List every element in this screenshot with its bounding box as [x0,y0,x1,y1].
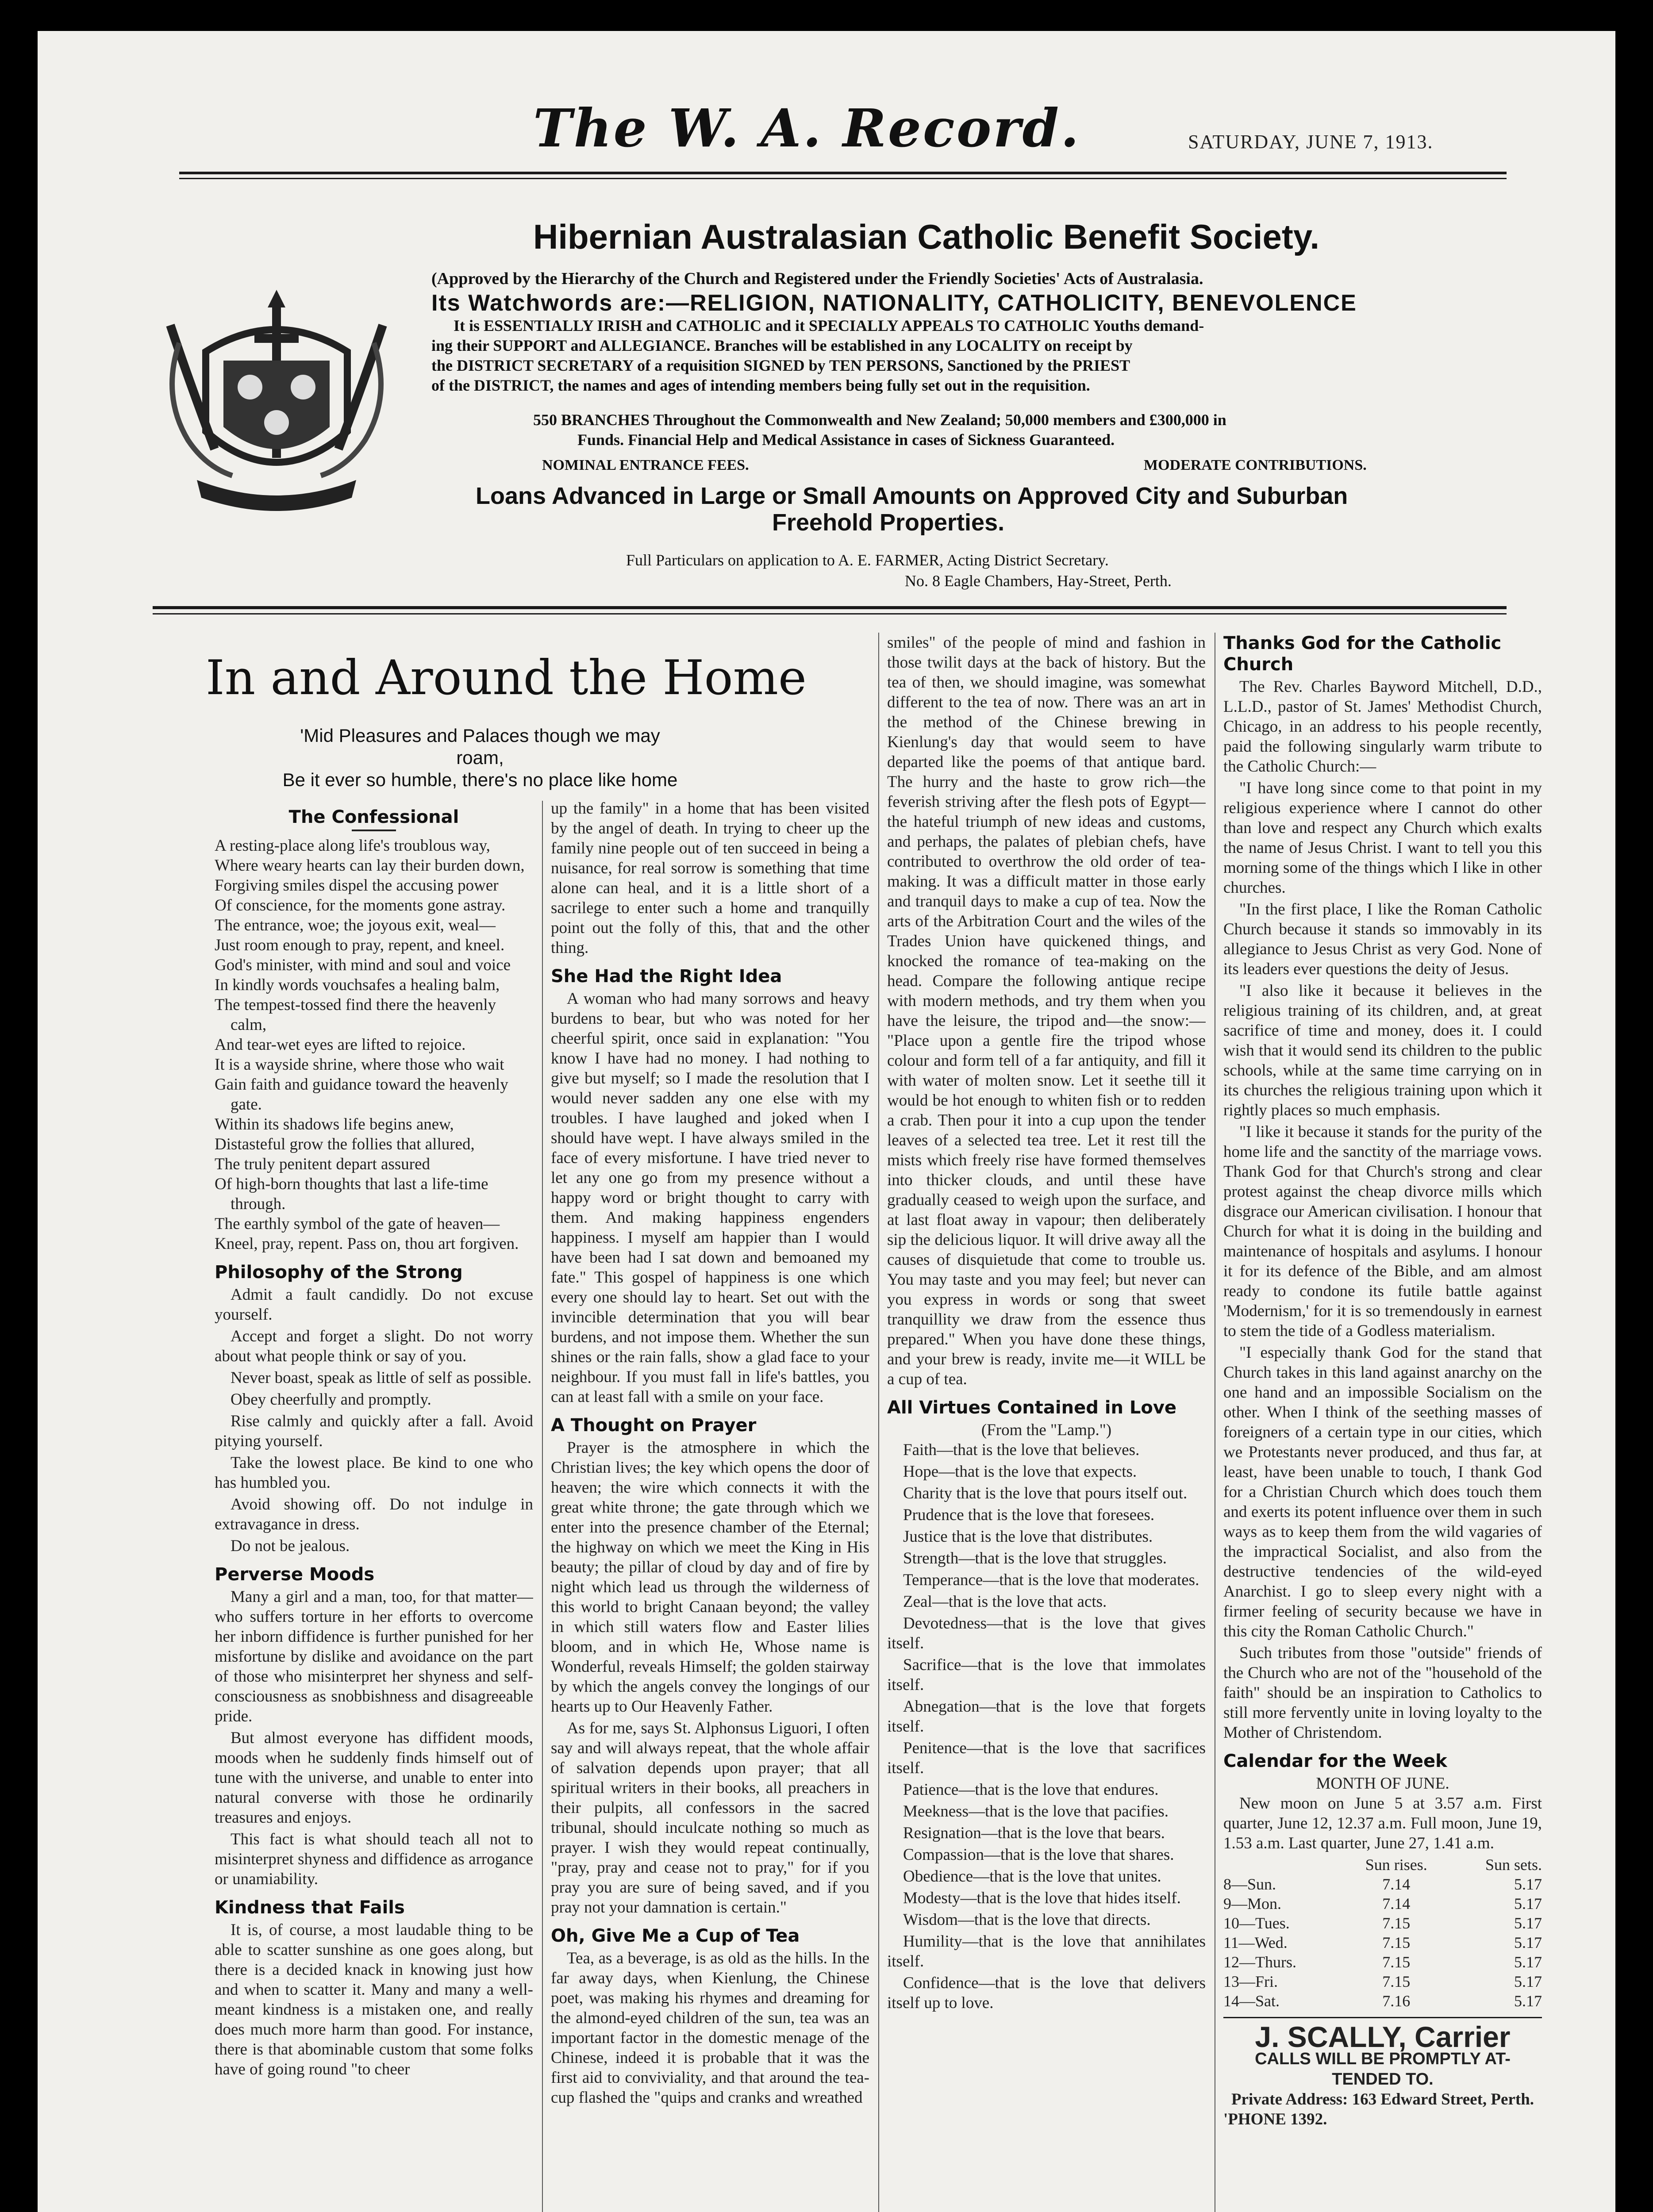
paragraph: Such tributes from those "outside" friends of the Church who are not of the "household of the faith" should be an inspiration to Catholics to still more fervently unite in loving loyalty to the Mother of Christendom. [1223,1644,1542,1742]
poem-line: And tear-wet eyes are lifted to rejoice. [215,1036,466,1054]
calendar-cell-set: 5.17 [1514,1934,1542,1951]
section-title: Oh, Give Me a Cup of Tea [551,1926,800,1946]
calendar-body [1223,1874,1542,2011]
paragraph: "I also like it because it believes in the religious training of its children, and, at great sacrifice of time and money, does it. I could wish that it would send its children to the public schools, while at the same time carrying on in its churches the religious training upon which it rightly places so much emphasis. [1223,982,1542,1119]
calendar-cell-rise: 7.16 [1382,1992,1411,2010]
calendar-row [1223,1991,1542,2011]
virtue-item: Wisdom—that is the love that directs. [903,1911,1151,1929]
calendar-cell-rise: 7.15 [1382,1953,1411,1971]
paragraph: Many a girl and a man, too, for that matter—who suffers torture in her efforts to overcome her inborn diffidence is further punished for her misfortune by dislike and avoidance on the part of those who misinterpret her shyness and self-consciousness as snobbishness and disagreeable pride. [215,1588,533,1725]
poem-line: Distasteful grow the follies that allured, [215,1135,475,1153]
society-loans-line: Freehold Properties. [772,509,1005,536]
philosophy-item: Take the lowest place. Be kind to one who has humbled you. [215,1454,533,1492]
philosophy-item: Avoid showing off. Do not indulge in extravagance in dress. [215,1495,533,1533]
masthead-date: SATURDAY, JUNE 7, 1913. [1188,131,1434,153]
section-title: Kindness that Fails [215,1897,405,1918]
section-title: All Virtues Contained in Love [887,1398,1177,1418]
carrier-phone: 'PHONE 1392. [1223,2110,1327,2128]
calendar-cell-day: 11—Wed. [1223,1934,1288,1951]
section-rule [352,830,396,831]
virtue-item: Prudence that is the love that foresees. [903,1506,1155,1524]
poem-line: Just room enough to pray, repent, and kneel. [215,936,505,954]
poem-line: God's minister, with mind and soul and voice [215,956,511,974]
paragraph: Tea, as a beverage, is as old as the hills. In the far away days, when Kienlung, the Chinese poet, was making his rhymes and dreaming for the almond-eyed children of the sun, tea was an important factor in the domestic menage of the Chinese, indeed it is probable that it was the first aid to conviviality, and that around the tea-cup flashed the "quips and cranks and wreathed [551,1949,869,2107]
virtue-item: Compassion—that is the love that shares. [903,1846,1174,1864]
column-2 [551,799,869,2212]
virtue-item: Temperance—that is the love that moderates. [903,1571,1199,1589]
paragraph: But almost everyone has diffident moods, moods when he suddenly finds himself out of tune with the universe, and unable to enter into natural converse with those he ordinarily treasures and enjoys. [215,1729,533,1827]
carrier-rule [1223,2017,1542,2018]
feature-subhead [277,725,684,791]
paragraph: up the family" in a home that has been visited by the angel of death. In trying to cheer up the family nine people out of ten succeed in being a nuisance, for real sorrow is something that time alone can heal, and it is a little short of a sacrilege to enter such a home and tranquilly point out the folly of this, that and the other thing. [551,799,869,957]
calendar-row [1223,1933,1542,1952]
society-moderate-contributions: MODERATE CONTRIBUTIONS. [1144,457,1367,473]
poem-line: It is a wayside shrine, where those who wait [215,1056,504,1074]
newspaper-page [38,31,1615,2212]
society-text-line: ing their SUPPORT and ALLEGIANCE. Branches will be established in any LOCALITY on receipt by [431,337,1133,354]
calendar-cell-day: 9—Mon. [1223,1895,1282,1912]
virtues-list [887,1440,1206,2013]
column-separator [542,801,543,2212]
society-loans-line: Loans Advanced in Large or Small Amounts on Approved City and Suburban [476,483,1348,509]
feature-subhead-line: Be it ever so humble, there's no place like home [282,769,678,790]
virtue-item: Penitence—that is the love that sacrifices itself. [887,1739,1206,1777]
poem-line: Forgiving smiles dispel the accusing power [215,876,499,895]
paragraph: As for me, says St. Alphonsus Liguori, I often say and will always repeat, that the whole affair of salvation depends upon prayer; that all spiritual writers in their books, all preachers in their pulpits, all confessors in the sacred tribunal, should inculcate nothing so much as prayer. I wish they would repeat continually, "pray, pray and cease not to pray," for if you pray you are sure of being saved, and if you pray not your damnation is certain." [551,1719,869,1916]
calendar-cell-set: 5.17 [1514,1895,1542,1912]
masthead-rule-thin [179,178,1507,179]
virtue-item: Zeal—that is the love that acts. [903,1593,1107,1611]
paragraph: A woman who had many sorrows and heavy burdens to bear, but who was noted for her cheerful spirit, once said in explanation: "You know I have had no money. I had nothing to give but myself; so I made the resolution that I would never sadden any one else with my troubles. I have laughed and joked when I should have wept. I have always smiled in the face of every misfortune. I have tried never to let any one go from my presence without a happy word or bright thought to carry with them. And making happiness engenders happiness. I myself am happier than I would have been had I sat down and bemoaned my fate." This gospel of happiness is one which every one should lay to heart. Set out with the invincible determination that you will bear burdens, and not impose them. Whether the sun shines or the rain falls, show a glad face to your neighbour. If you must fall in life's battles, you can at least fall with a smile on your face. [551,990,869,1406]
society-heading: Hibernian Australasian Catholic Benefit Society. [533,217,1320,256]
feature-headline: In and Around the Home [206,650,807,706]
paragraph: smiles" of the people of mind and fashion in those twilit days at the back of history. But the tea of then, we should imagine, was somewhat different to the tea of now. There was an art in the method of the Chinese brewing in Kienlung's day that would seem to have departed like the poems of that antique bard. The hurry and the haste to grow rich—the feverish striving after the flesh pots of Egypt—the hateful triumph of new ideas and customs, and perhaps, the palates of plebian chefs, have contributed to overthrow the old order of tea-making. It was a difficult matter in those early and tranquil days to make a cup of tea. Now the arts of the Arbitration Court and the wiles of the Trades Union have quickened things, and knocked the romance of tea-making on the head. Compare the following antique recipe with modern methods, and try them when you have the leisure, the tripod and—the snow:— "Place upon a gentle fire the tripod whose colour and form tell of a far antiquity, and fill it with water of molten snow. Let it seethe till it would be hot enough to whiten fish or to redden a crab. Then pour it into a cup upon the tender leaves of a selected tea tree. Let it rest till the mists which freely rise have formed themselves into thicker clouds, and until these have gradually ceased to weigh upon the surface, and at last float away in vapour; then deliberately sip the delicious liquor. It will drive away all the causes of disquietude that come to trouble us. You may taste and you may feel; but never can you express in words or song that sweet tranquillity we draw from the essence thus prepared." When you have done these things, and your brew is ready, invite me—it WILL be a cup of tea. [887,634,1206,1388]
virtue-item: Resignation—that is the love that bears. [903,1824,1165,1842]
calendar-header-day [1223,1855,1345,1874]
paragraph: "I especially thank God for the stand that Church takes in this land against anarchy on the one hand and an impossible Socialism on the other. When I think of the seething masses of foreigners of a certain type in our cities, which we Protestants never produced, and thus far, at least, have been unable to touch, I thank God for a Christian Church which does touch them and exerts its potent influence over them in such ways as to keep them from the wild vagaries of the impractical Socialist, and also from the destructive tendencies of the wild-eyed Anarchist. I go to sleep every night with a firmer feeling of security because we have in this city the Roman Catholic Church." [1223,1344,1542,1640]
calendar-cell-rise: 7.15 [1382,1934,1411,1951]
section-title: Philosophy of the Strong [215,1262,463,1283]
philosophy-item: Admit a fault candidly. Do not excuse yourself. [215,1286,533,1324]
calendar-cell-set: 5.17 [1514,1953,1542,1971]
calendar-cell-day: 14—Sat. [1223,1992,1280,2010]
poem-line: A resting-place along life's troublous way, [215,837,490,855]
poem-line: Kneel, pray, repent. Pass on, thou art forgiven. [215,1235,519,1253]
calendar-month: MONTH OF JUNE. [1316,1774,1449,1793]
society-address: No. 8 Eagle Chambers, Hay-Street, Perth. [905,572,1172,590]
philosophy-item: Rise calmly and quickly after a fall. Avoid pitying yourself. [215,1412,533,1450]
poem-line: The truly penitent depart assured [215,1155,430,1173]
confessional-poem [215,836,533,1254]
virtue-item: Humility—that is the love that annihilates itself. [887,1932,1206,1970]
section-title: Perverse Moods [215,1564,375,1585]
society-watchwords: Its Watchwords are:—RELIGION, NATIONALITY, CATHOLICITY, BENEVOLENCE [431,290,1357,316]
poem-line: Where weary hearts can lay their burden down, [215,856,525,875]
section-title: Calendar for the Week [1223,1751,1447,1771]
section-title: The Confessional [288,807,459,827]
virtue-item: Devotedness—that is the love that gives itself. [887,1614,1206,1652]
poem-line: Within its shadows life begins anew, [215,1115,454,1133]
calendar-cell-day: 8—Sun. [1223,1875,1276,1893]
column-4 [1223,633,1542,2212]
virtue-item: Obedience—that is the love that unites. [903,1867,1161,1886]
philosophy-item: Do not be jealous. [231,1537,350,1555]
virtue-item: Hope—that is the love that expects. [903,1463,1137,1481]
section-title: A Thought on Prayer [551,1415,757,1436]
virtue-item: Strength—that is the love that struggles. [903,1549,1167,1567]
virtue-item: Charity that is the love that pours itself out. [903,1484,1188,1502]
society-nominal-fees: NOMINAL ENTRANCE FEES. [542,457,749,473]
society-text-line: It is ESSENTIALLY IRISH and CATHOLIC and it SPECIALLY APPEALS TO CATHOLIC Youths demand- [454,317,1204,334]
carrier-call: TENDED TO. [1332,2070,1434,2089]
virtue-item: Abnegation—that is the love that forgets itself. [887,1697,1206,1736]
poem-line: In kindly words vouchsafes a healing balm, [215,976,500,994]
paragraph: Prayer is the atmosphere in which the Christian lives; the key which opens the door of heaven; the wire which connects it with the great white throne; the gate through which we enter into the presence chamber of the Eternal; the highway on which we meet the King in His beauty; the pillar of cloud by day and of fire by night which lead us through the wilderness of this world to bright Canaan beyond; the valley in which still waters flow and Easter lilies bloom, and in which He, Whose name is Wonderful, reveals Himself; the golden stairway by which the angels convey the longings of our hearts up to Our Heavenly Father. [551,1439,869,1716]
philosophy-item: Obey cheerfully and promptly. [231,1390,431,1409]
virtue-item: Justice that is the love that distributes. [903,1528,1153,1546]
calendar-cell-set: 5.17 [1514,1875,1542,1893]
section-rule-thin [153,613,1507,614]
calendar-header-set: Sun sets. [1485,1856,1542,1874]
paragraph: "In the first place, I like the Roman Catholic Church because it stands so immovably in its allegiance to Jesus Christ as very God. None of its leaders ever questions the deity of Jesus. [1223,900,1542,978]
virtue-item: Faith—that is the love that believes. [903,1441,1140,1459]
section-title: Thanks God for the Catholic Church [1223,633,1502,675]
calendar-cell-rise: 7.14 [1382,1875,1411,1893]
paragraph: It is, of course, a most laudable thing to be able to scatter sunshine as one goes along, but there is a decided knack in knowing just how and when to scatter it. Many and many a well-meant kindness is a mistaken one, and really does much more harm than good. For instance, there is that abominable custom that some folks have of going round "to cheer [215,1921,533,2078]
calendar-row [1223,1894,1542,1913]
virtue-item: Meekness—that is the love that pacifies. [903,1802,1169,1820]
poem-line: Of high-born thoughts that last a life-time through. [215,1175,488,1213]
society-text-line: the DISTRICT SECRETARY of a requisition SIGNED by TEN PERSONS, Sanctioned by the PRIEST [431,357,1130,374]
virtues-source: (From the "Lamp.") [981,1421,1112,1439]
poem-line: The entrance, woe; the joyous exit, weal— [215,916,496,934]
column-3 [887,633,1206,2212]
philosophy-list [215,1285,533,1556]
poem-line: Of conscience, for the moments gone astray. [215,896,506,914]
society-emblem-icon [153,272,400,520]
feature-subhead-line: 'Mid Pleasures and Palaces though we may roam, [300,725,660,768]
society-text-line: of the DISTRICT, the names and ages of intending members being fully set out in the requisition. [431,376,1090,394]
paragraph: The Rev. Charles Bayword Mitchell, D.D., L.L.D., pastor of St. James' Methodist Church, Chicago, in an address to his people recently, paid the following singularly warm tribute to the Catholic Church:— [1223,678,1542,776]
calendar-cell-day: 13—Fri. [1223,1973,1278,1990]
column-1 [215,799,533,2212]
calendar-cell-day: 10—Tues. [1223,1914,1290,1932]
virtue-item: Confidence—that is the love that delivers itself up to love. [887,1974,1206,2012]
calendar-cell-day: 12—Thurs. [1223,1953,1296,1971]
virtue-item: Patience—that is the love that endures. [903,1781,1159,1799]
virtue-item: Modesty—that is the love that hides itself. [903,1889,1181,1907]
calendar-table [1223,1855,1542,2011]
calendar-cell-set: 5.17 [1514,1992,1542,2010]
philosophy-item: Never boast, speak as little of self as possible. [231,1369,532,1387]
society-approved-line: (Approved by the Hierarchy of the Church and Registered under the Friendly Societies' Acts of Australasia. [431,269,1203,288]
masthead-title: The W. A. Record. [533,97,1081,159]
calendar-row [1223,1913,1542,1933]
calendar-row [1223,1972,1542,1991]
paragraph: "I have long since come to that point in my religious experience where I cannot do other than love and respect any Church which exalts the name of Jesus Christ. I want to tell you this morning some of the things which I like in other churches. [1223,779,1542,897]
calendar-row [1223,1874,1542,1894]
masthead-rule [179,172,1507,174]
virtue-item: Sacrifice—that is the love that immolates itself. [887,1656,1206,1694]
calendar-row [1223,1952,1542,1972]
calendar-cell-rise: 7.15 [1382,1973,1411,1990]
society-funds-line: Funds. Financial Help and Medical Assistance in cases of Sickness Guaranteed. [577,431,1115,449]
calendar-header-rise: Sun rises. [1365,1856,1427,1874]
society-branches-line: 550 BRANCHES Throughout the Commonwealth and New Zealand; 50,000 members and £300,000 in [533,411,1226,429]
carrier-name: J. SCALLY, Carrier [1255,2020,1511,2053]
calendar-cell-rise: 7.14 [1382,1895,1411,1912]
carrier-address: Private Address: 163 Edward Street, Perth. [1231,2090,1534,2108]
section-rule [153,606,1507,609]
section-title: She Had the Right Idea [551,966,782,987]
paragraph: "I like it because it stands for the purity of the home life and the sanctity of the marriage vows. Thank God for that Church's strong and clear protest against the cheap divorce mills which disgrace our American civilisation. I honour that Church for what it is doing in the building and maintenance of hospitals and asylums. I honour it for its defence of the Bible, and am almost ready to condone its futile battle against 'Modernism,' for it is so tremendously in earnest to stem the tide of a Godless materialism. [1223,1123,1542,1340]
paragraph: New moon on June 5 at 3.57 a.m. First quarter, June 12, 12.37 a.m. Full moon, June 19, 1.53 a.m. Last quarter, June 27, 1.41 a.m. [1223,1794,1542,1852]
poem-line: The earthly symbol of the gate of heaven— [215,1215,500,1233]
calendar-cell-set: 5.17 [1514,1973,1542,1990]
paragraph: This fact is what should teach all not to misinterpret shyness and diffidence as arrogance or unamiability. [215,1830,533,1888]
philosophy-item: Accept and forget a slight. Do not worry about what people think or say of you. [215,1327,533,1365]
column-separator [878,633,879,2212]
carrier-call: CALLS WILL BE PROMPTLY AT- [1255,2050,1511,2068]
calendar-cell-set: 5.17 [1514,1914,1542,1932]
society-particulars: Full Particulars on application to A. E. FARMER, Acting District Secretary. [626,551,1109,569]
poem-line: The tempest-tossed find there the heavenly calm, [215,996,496,1034]
poem-line: Gain faith and guidance toward the heavenly gate. [215,1075,508,1114]
calendar-cell-rise: 7.15 [1382,1914,1411,1932]
